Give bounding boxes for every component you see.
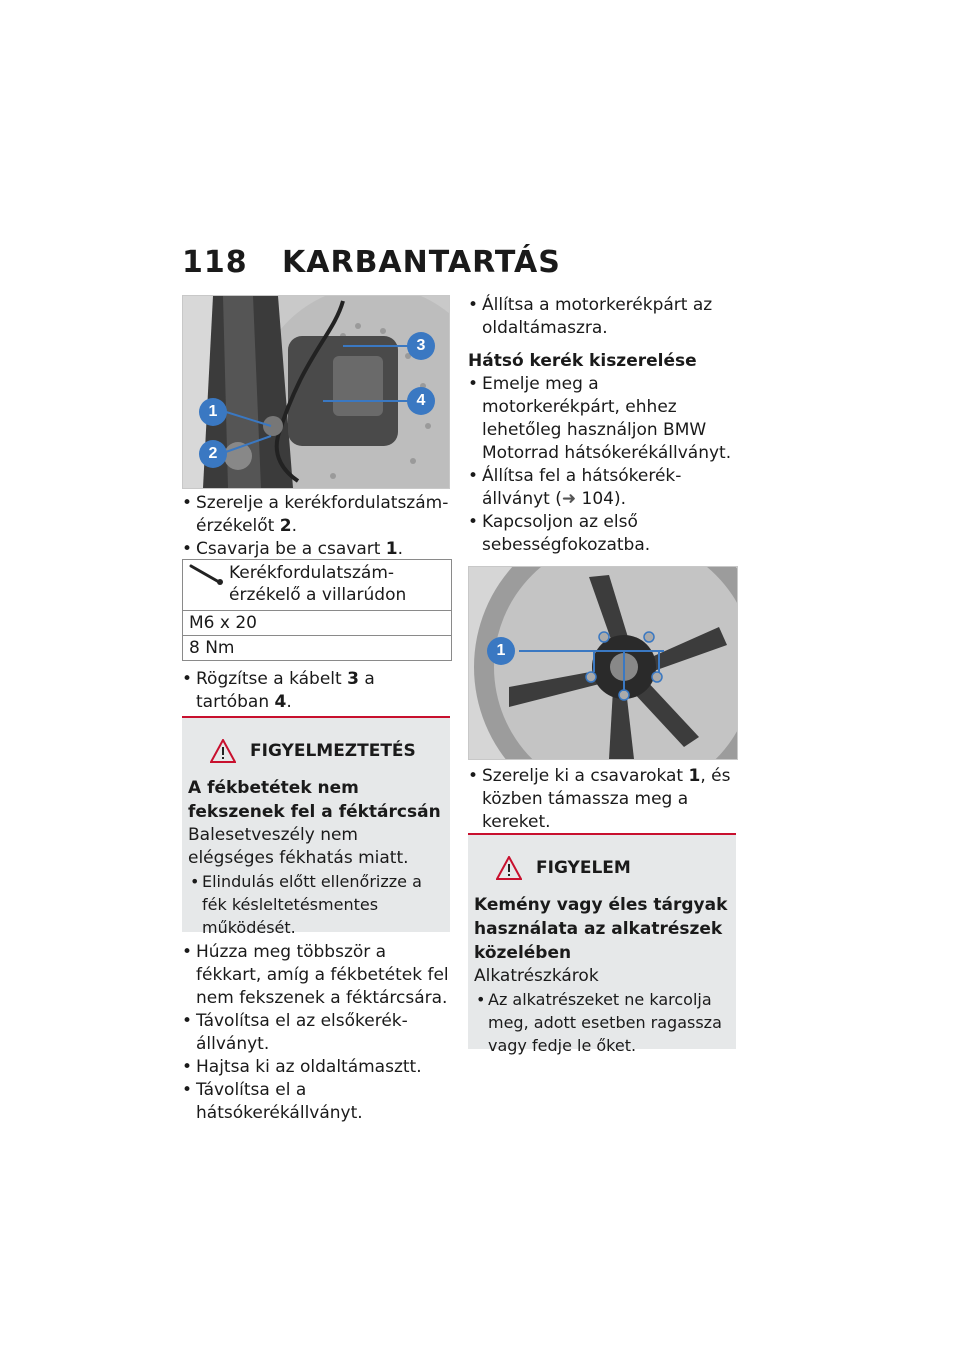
list-item: • Emelje meg a motorkerékpárt, ehhez lehetőleg használjon BMW Motorrad hátsókerékállványt. <box>468 373 738 465</box>
page-number: 118 <box>182 245 248 280</box>
left-steps-3 <box>182 941 450 1125</box>
left-steps-2 <box>182 668 450 714</box>
list-item: • Húzza meg többször a fékkart, amíg a fékbetétek fel nem fekszenek a féktárcsára. <box>182 941 450 1010</box>
callout-2: 2 <box>199 440 227 468</box>
callout-4: 4 <box>407 387 435 415</box>
list-item: • Távolítsa el az elsőkerék-állványt. <box>182 1010 450 1056</box>
chapter-title: KARBANTARTÁS <box>282 245 561 280</box>
list-item: • Rögzítse a kábelt 3 a tartóban 4. <box>182 668 450 714</box>
warning-title: FIGYELMEZTETÉS <box>188 726 444 776</box>
list-item: • Kapcsoljon az első sebességfokozatba. <box>468 511 738 557</box>
warning-text: Balesetveszély nem elégséges fékhatás miatt. <box>188 825 409 868</box>
warning-triangle-icon <box>496 856 522 880</box>
rear-wheel-illustration <box>469 567 737 759</box>
page-ref-link[interactable]: 104 <box>581 489 614 509</box>
list-item: • Állítsa fel a hátsókerék-állványt (➜ 104). <box>468 465 738 511</box>
list-item: • Távolítsa el a hátsókerékállványt. <box>182 1079 450 1125</box>
page-header <box>182 245 561 280</box>
caution-box <box>468 833 736 1055</box>
caution-item: • Az alkatrészeket ne karcolja meg, adott esetben ragassza vagy fedje le őket. <box>474 988 730 1057</box>
list-item: • Állítsa a motorkerékpárt az oldaltámaszra. <box>468 294 738 340</box>
torque-spec-table <box>182 559 452 661</box>
warning-box <box>182 716 450 937</box>
warning-triangle-icon <box>210 739 236 763</box>
right-steps-1 <box>468 294 738 557</box>
right-steps-3 <box>468 765 738 834</box>
list-item: • Szerelje a kerékfordulatszám-érzékelőt 2. <box>182 492 450 538</box>
spec-title: Kerékfordulatszám-érzékelő a villarúdon <box>229 563 407 605</box>
caution-text: Alkatrészkárok <box>474 966 599 986</box>
left-steps-1 <box>182 492 450 561</box>
caution-subtitle: Kemény vagy éles tárgyak használata az alkatrészek közelében <box>474 895 728 963</box>
torque-wrench-icon <box>189 562 229 606</box>
page-ref-arrow-icon: ➜ <box>561 489 577 509</box>
callout-1: 1 <box>199 398 227 426</box>
callout-3: 3 <box>407 332 435 360</box>
list-item: • Hajtsa ki az oldaltámasztt. <box>182 1056 450 1079</box>
front-brake-sensor-image <box>182 295 450 489</box>
section-title: Hátsó kerék kiszerelése <box>468 351 697 371</box>
warning-subtitle: A fékbetétek nem fekszenek fel a féktárcsán <box>188 778 441 822</box>
spec-torque: 8 Nm <box>183 635 451 660</box>
spec-size: M6 x 20 <box>183 610 451 635</box>
warning-item: • Elindulás előtt ellenőrizze a fék késleltetésmentes működését. <box>188 870 444 939</box>
spec-header <box>183 560 451 610</box>
list-item: • Csavarja be a csavart 1. <box>182 538 450 561</box>
rear-wheel-image <box>468 566 738 760</box>
caution-title: FIGYELEM <box>474 843 730 893</box>
list-item: • Szerelje ki a csavarokat 1, és közben támassza meg a kereket. <box>468 765 738 834</box>
callout-1: 1 <box>487 637 515 665</box>
